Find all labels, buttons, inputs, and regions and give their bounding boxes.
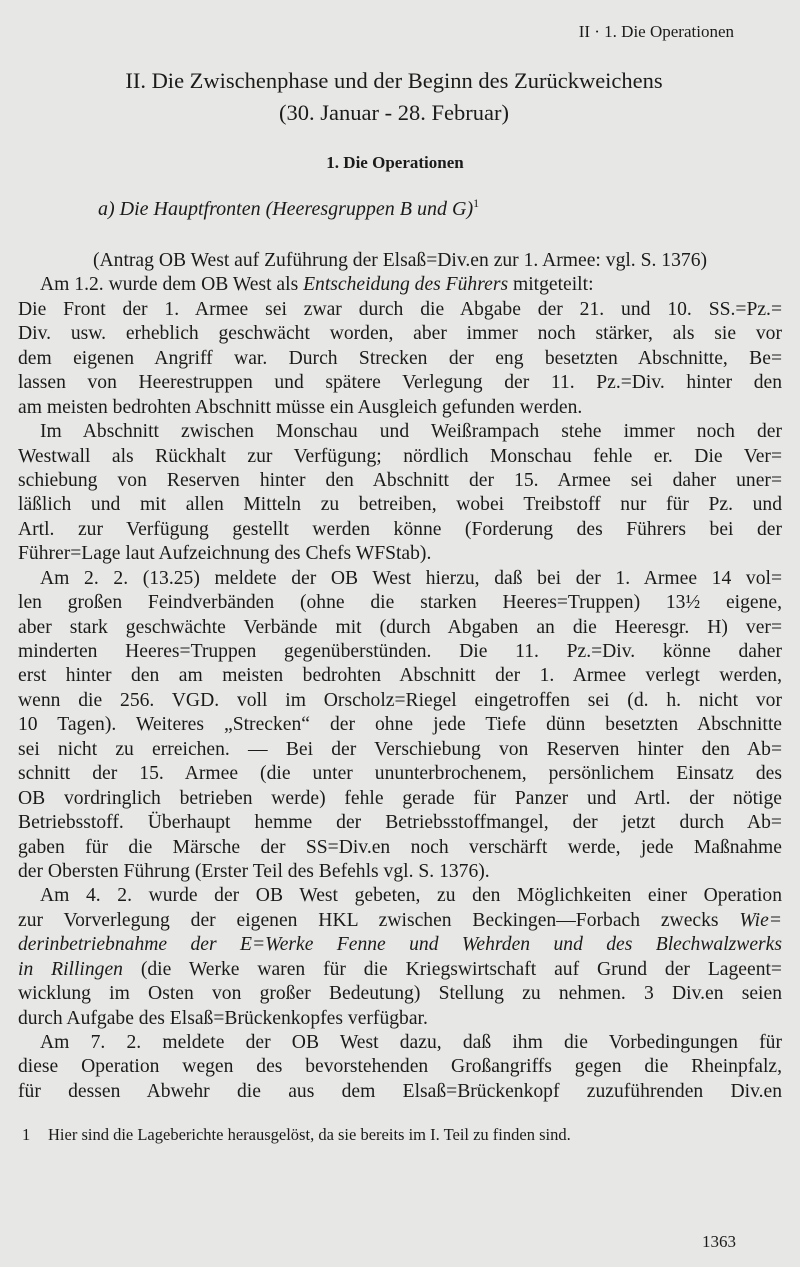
text-line xyxy=(18,445,782,469)
text-line xyxy=(18,420,782,444)
text: sei nicht zu erreichen. — Bei der Verschiebung von Reserven hinter den Ab= xyxy=(18,738,782,760)
text-line xyxy=(18,396,782,420)
text: Die Front der 1. Armee sei zwar durch die Abgabe der 21. und 10. SS.=Pz.= xyxy=(18,298,782,320)
text-line xyxy=(18,811,782,835)
page-number: 1363 xyxy=(702,1232,736,1251)
text: len großen Feindverbänden (ohne die starken Heeres=Truppen) 13½ eigene, xyxy=(18,592,782,614)
text-line xyxy=(18,1007,782,1031)
text: lassen von Heerestruppen und spätere Verlegung der 11. Pz.=Div. hinter den xyxy=(18,372,782,394)
text: OB vordringlich betrieben werde) fehle gerade für Panzer und Artl. der nötige xyxy=(18,787,782,809)
text-line xyxy=(18,249,782,273)
text: mitgeteilt: xyxy=(508,274,594,296)
text: zur Vorverlegung der eigenen HKL zwischen Beckingen—Forbach zwecks xyxy=(18,909,740,931)
text-line xyxy=(18,640,782,664)
footnote-ref: 1 xyxy=(473,196,480,210)
paragraph xyxy=(18,420,782,567)
text-line xyxy=(18,567,782,591)
text-line xyxy=(18,787,782,811)
text-line xyxy=(18,616,782,640)
text: minderten Heeres=Truppen gegenüberstünden. Die 11. Pz.=Div. könne daher xyxy=(18,641,782,662)
text-line xyxy=(18,1055,782,1079)
text-line xyxy=(18,347,782,371)
text-line xyxy=(18,1080,782,1104)
text-line xyxy=(18,933,782,957)
paragraph xyxy=(18,273,782,297)
text: läßlich und mit allen Mitteln zu betreiben, wobei Treibstoff nur für Pz. und xyxy=(18,494,782,516)
paragraph xyxy=(18,249,782,273)
text: durch Aufgabe des Elsaß=Brückenkopfes verfügbar. xyxy=(18,1007,428,1029)
text: Am 2. 2. (13.25) meldete der OB West hierzu, daß bei der 1. Armee 14 vol= xyxy=(40,567,782,589)
chapter-title: II. Die Zwischenphase und der Beginn des Zurückweichens xyxy=(125,68,663,93)
text-line xyxy=(18,664,782,688)
italic-text: derinbetriebnahme der E=Werke Fenne und Wehrden und des Blechwalzwerks xyxy=(18,934,782,956)
text: (die Werke waren für die Kriegswirtschaft auf Grund der Lageent= xyxy=(122,958,782,980)
italic-text: Entscheidung des Führers xyxy=(303,274,509,296)
footnote xyxy=(22,1125,571,1145)
text-line xyxy=(18,1031,782,1055)
text: Am 7. 2. meldete der OB West dazu, daß ihm die Vorbedingungen für xyxy=(40,1032,782,1053)
text-line xyxy=(18,371,782,395)
text-line xyxy=(18,836,782,860)
paragraph xyxy=(18,567,782,885)
text-line xyxy=(18,542,782,566)
text: schnitt der 15. Armee (die unter ununterbrochenem, persönlichem Einsatz des xyxy=(18,763,782,785)
italic-text: in Rillingen xyxy=(18,958,123,980)
text: diese Operation wegen des bevorstehenden Großangriffs gegen die Rheinpfalz, xyxy=(18,1056,782,1078)
body-text xyxy=(18,249,782,1104)
text: 10 Tagen). Weiteres „Strecken“ der ohne jede Tiefe dünn besetzten Abschnitte xyxy=(18,714,782,736)
text: Am 4. 2. wurde der OB West gebeten, zu den Möglichkeiten einer Operation xyxy=(40,885,782,907)
section-title: 1. Die Operationen xyxy=(326,153,464,172)
text: (Antrag OB West auf Zuführung der Elsaß=Div.en zur 1. Armee: vgl. S. 1376) xyxy=(92,250,708,271)
text: gaben für die Märsche der SS=Div.en noch verschärft werde, jede Maßnahme xyxy=(18,836,782,858)
chapter-dates: (30. Januar - 28. Februar) xyxy=(279,100,509,125)
text: erst hinter den am meisten bedrohten Abschnitt der 1. Armee verlegt werden, xyxy=(18,665,782,687)
text: Div. usw. erheblich geschwächt worden, aber immer noch stärker, als sie vor xyxy=(18,323,782,345)
text-line xyxy=(18,273,782,297)
text: aber stark geschwächte Verbände mit (durch Abgaben an die Heeresgr. H) ver= xyxy=(18,616,782,638)
footnote-number: 1 xyxy=(22,1125,31,1144)
text-line xyxy=(18,958,782,982)
running-head: II · 1. Die Operationen xyxy=(578,22,734,41)
text-line xyxy=(18,469,782,493)
text: Im Abschnitt zwischen Monschau und Weißrampach stehe immer noch der xyxy=(40,421,782,443)
text-line xyxy=(18,713,782,737)
text-line xyxy=(18,884,782,908)
text: wenn die 256. VGD. voll im Orscholz=Riegel eingetroffen sei (d. h. nicht vor xyxy=(18,689,782,711)
text: am meisten bedrohten Abschnitt müsse ein Ausgleich gefunden werden. xyxy=(18,396,583,418)
paragraph xyxy=(18,884,782,1031)
text: für dessen Abwehr die aus dem Elsaß=Brückenkopf zuzuführenden Div.en xyxy=(18,1080,782,1102)
footnote-text: Hier sind die Lageberichte herausgelöst, da sie bereits im I. Teil zu finden sind. xyxy=(48,1125,571,1144)
italic-text: Wie= xyxy=(739,909,782,931)
text-line xyxy=(18,762,782,786)
paragraph xyxy=(18,298,782,420)
text: Betriebsstoff. Überhaupt hemme der Betriebsstoffmangel, der jetzt durch Ab= xyxy=(18,812,782,834)
text-line xyxy=(18,738,782,762)
text-line xyxy=(18,982,782,1006)
text: Artl. zur Verfügung gestellt werden könne (Forderung des Führers bei der xyxy=(18,518,782,540)
text-line xyxy=(18,493,782,517)
text-line xyxy=(18,689,782,713)
text: dem eigenen Angriff war. Durch Strecken der eng besetzten Abschnitte, Be= xyxy=(18,347,782,369)
text: der Obersten Führung (Erster Teil des Befehls vgl. S. 1376). xyxy=(18,860,490,882)
text: schiebung von Reserven hinter den Abschnitt der 15. Armee sei daher uner= xyxy=(18,469,782,491)
text-line xyxy=(18,322,782,346)
text-line xyxy=(18,860,782,884)
subsection-title xyxy=(98,198,479,221)
paragraph xyxy=(18,1031,782,1104)
text-line xyxy=(18,298,782,322)
text-line xyxy=(18,518,782,542)
text: wicklung im Osten von großer Bedeutung) Stellung zu nehmen. 3 Div.en seien xyxy=(18,983,782,1005)
text: Westwall als Rückhalt zur Verfügung; nördlich Monschau fehle er. Die Ver= xyxy=(18,445,782,467)
text: Am 1.2. wurde dem OB West als xyxy=(40,274,304,296)
text-line xyxy=(18,909,782,933)
text: Führer=Lage laut Aufzeichnung des Chefs WFStab). xyxy=(18,543,432,565)
text-line xyxy=(18,591,782,615)
subsection-title-text: a) Die Hauptfronten (Heeresgruppen B und G) xyxy=(98,198,474,220)
